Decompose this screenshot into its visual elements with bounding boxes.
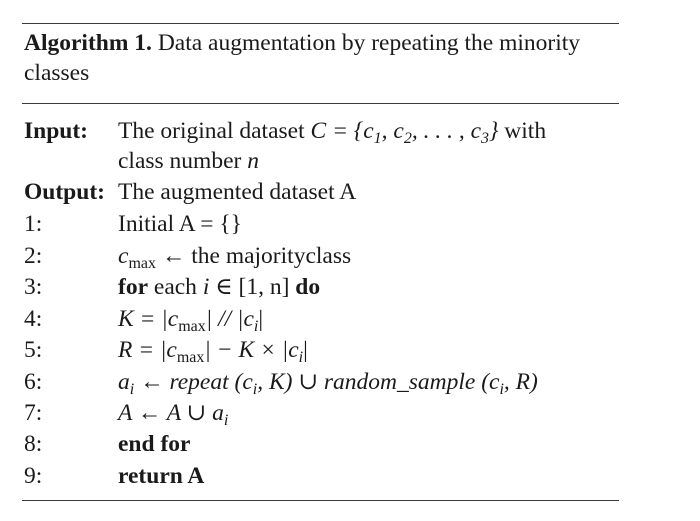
- bottom-rule: [22, 500, 619, 501]
- input-text-c: class number: [118, 148, 248, 174]
- input-line-1: [118, 116, 546, 149]
- each-text: each: [148, 274, 203, 300]
- do-keyword: do: [295, 274, 321, 300]
- step-6-sub-1: i: [129, 381, 135, 398]
- step-5-sub-max: max: [176, 349, 205, 366]
- step-8: [118, 429, 190, 459]
- step-6-sub-3: i: [499, 381, 504, 398]
- step-4-a: K = |c: [118, 306, 179, 332]
- c-symbol-1: c: [363, 118, 374, 144]
- algorithm-title: Data augmentation by repeating the minority classes: [24, 30, 581, 86]
- step-7-sub-i: i: [223, 412, 229, 429]
- line-number-9: 9:: [24, 463, 43, 489]
- step-6-b: ← repeat (c: [134, 369, 253, 395]
- step-7-a: A ← A ∪ a: [118, 400, 224, 426]
- output-text: The augmented dataset A: [118, 179, 357, 205]
- cmax-symbol: c: [118, 243, 129, 269]
- step-6-c: , K) ∪ random_sample (c: [257, 369, 500, 395]
- end-for-keyword: end for: [118, 431, 191, 457]
- step-5: [118, 335, 308, 368]
- step-4-sub-max: max: [178, 318, 206, 335]
- for-keyword: for: [118, 274, 149, 300]
- step-5-c: |: [303, 337, 308, 363]
- top-rule: [22, 23, 619, 24]
- step-4-b: | // |c: [205, 306, 254, 332]
- step-9: [118, 461, 204, 491]
- step-1: Initial A = {}: [118, 211, 242, 237]
- output-label: Output:: [24, 179, 105, 205]
- step-5-b: | − K × |c: [204, 337, 299, 363]
- input-line-2: [118, 146, 259, 176]
- sub-3: 3: [481, 130, 490, 147]
- return-keyword: return A: [118, 463, 205, 489]
- sub-1: 1: [373, 130, 382, 147]
- line-number-6: 6:: [24, 369, 43, 395]
- class-number-symbol: n: [247, 148, 259, 174]
- line-number-1: 1:: [24, 211, 43, 237]
- step-4-sub-i: i: [253, 318, 259, 335]
- step-6-a: a: [118, 369, 130, 395]
- algorithm-caption: [24, 28, 614, 88]
- input-text-b: with: [498, 118, 547, 144]
- line-number-2: 2:: [24, 243, 43, 269]
- step-5-a: R = |c: [118, 337, 177, 363]
- step-3: [118, 272, 320, 302]
- step-5-sub-i: i: [298, 349, 304, 366]
- step-7: [118, 398, 228, 431]
- line-number-8: 8:: [24, 431, 43, 457]
- loop-variable: i: [202, 274, 210, 300]
- step-4-c: |: [258, 306, 264, 332]
- line-number-7: 7:: [24, 400, 43, 426]
- loop-range: ∈ [1, n]: [209, 274, 296, 300]
- input-text-a: The original dataset: [118, 118, 311, 144]
- sub-2: 2: [403, 130, 412, 147]
- dataset-symbol: C: [310, 118, 327, 144]
- c-symbol-3: c: [470, 118, 482, 144]
- line-number-5: 5:: [24, 337, 43, 363]
- step-2-rest: ← the majorityclass: [155, 243, 352, 269]
- step-6-d: , R): [503, 369, 538, 395]
- step-6-sub-2: i: [252, 381, 258, 398]
- step-2: [118, 241, 351, 274]
- header-rule: [22, 103, 619, 104]
- cmax-subscript: max: [128, 255, 156, 272]
- c-symbol-2: c: [393, 118, 404, 144]
- step-6: [118, 367, 538, 400]
- line-number-3: 3:: [24, 274, 43, 300]
- input-dataset-formula: $C = \{c_1$, $c_2$, . . . , $c_3$}: [310, 118, 499, 147]
- input-label: Input:: [24, 118, 89, 144]
- line-number-4: 4:: [24, 306, 43, 332]
- step-4: [118, 304, 263, 337]
- algorithm-label: Algorithm 1.: [24, 30, 152, 56]
